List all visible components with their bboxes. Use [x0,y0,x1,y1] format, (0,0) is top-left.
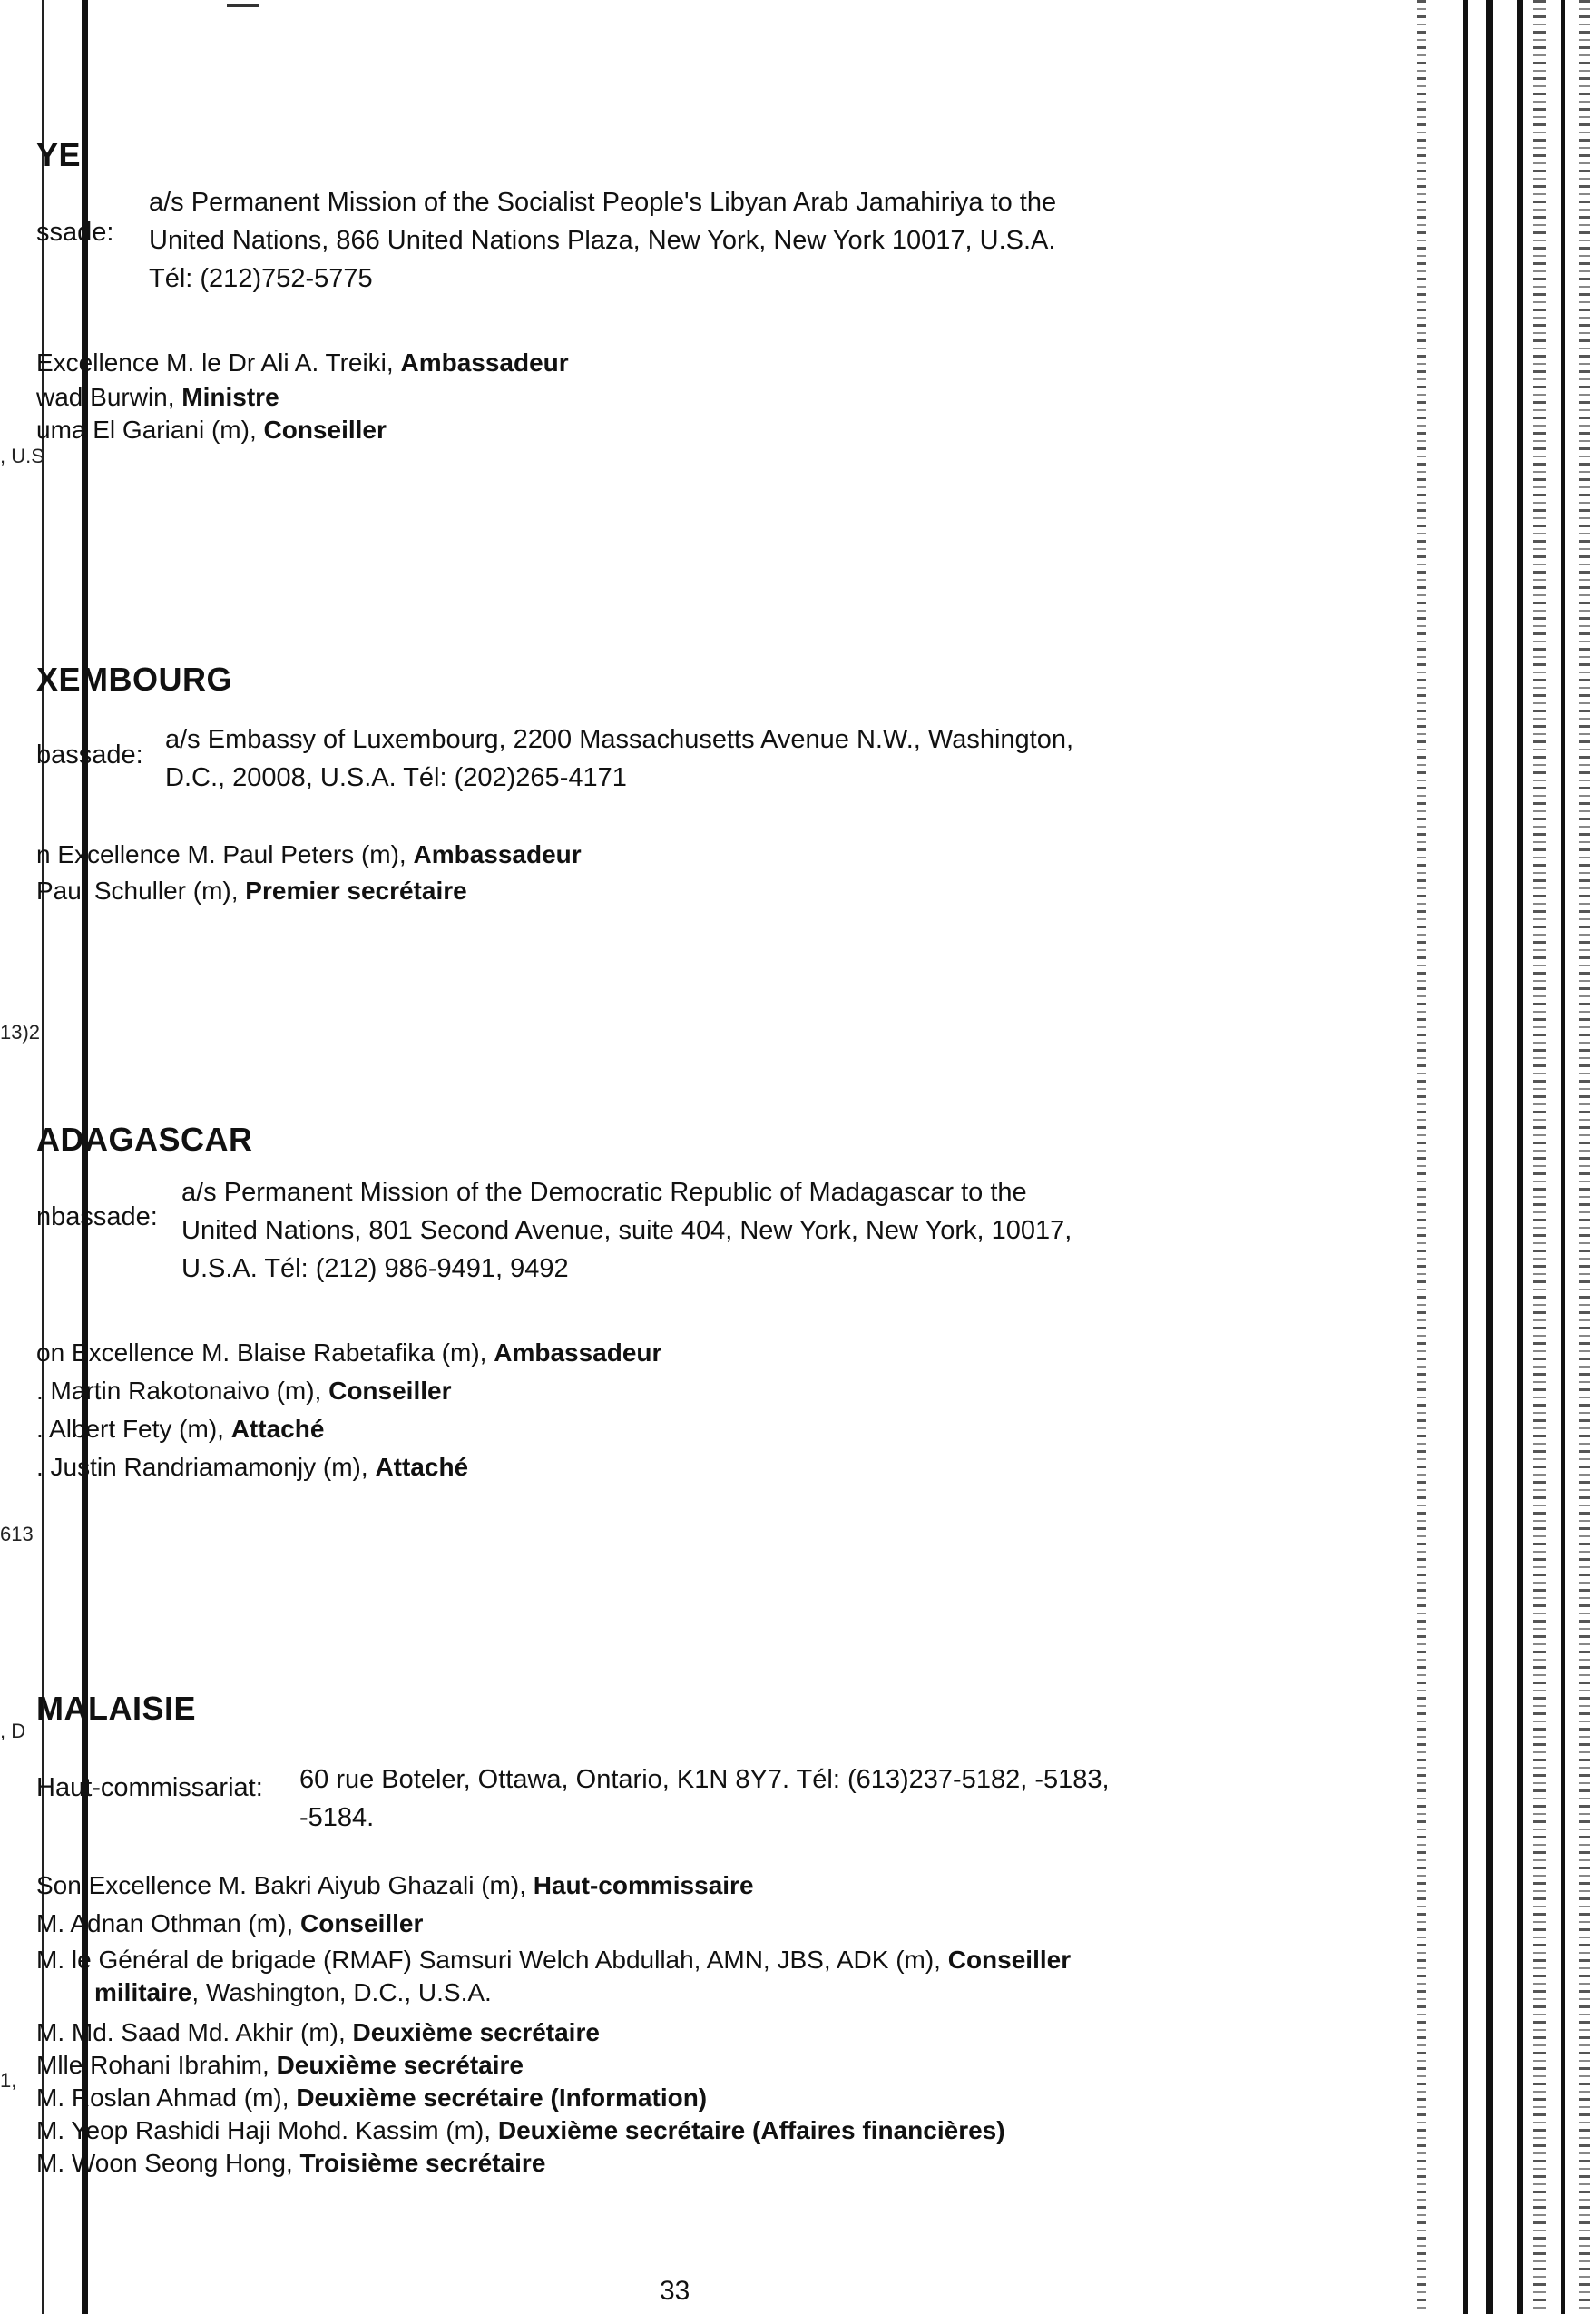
staff-title: Deuxième secrétaire [352,2018,600,2046]
margin-fragment: 613 [0,1523,34,1545]
staff-title: Troisième secrétaire [299,2149,546,2177]
staff-name: Excellence M. le Dr Ali A. Treiki, [36,348,401,377]
scan-mark [227,4,259,7]
country-heading: ADAGASCAR [36,1121,253,1158]
address-text: a/s Embassy of Luxembourg, 2200 Massachusetts Avenue N.W., Washington, D.C., 20008, U.S.A. Tél: (202)265-4171 [165,725,1074,792]
staff-name: M. Roslan Ahmad (m), [36,2084,297,2112]
staff-name: . Albert Fety (m), [36,1415,231,1443]
staff-title: Premier secrétaire [245,877,467,905]
staff-name: uma El Gariani (m), [36,416,264,444]
staff-title: Haut-commissaire [533,1871,754,1899]
staff-title: Conseiller [263,416,387,444]
page-edge-line [1463,0,1468,2314]
staff-entry [36,2016,600,2049]
staff-entry [36,2114,1005,2147]
staff-name: M. Md. Saad Md. Akhir (m), [36,2018,353,2046]
staff-entry [36,381,279,414]
staff-name: M. le Général de brigade (RMAF) Samsuri Welch Abdullah, AMN, JBS, ADK (m), [36,1946,948,1974]
staff-entry [36,1944,1071,1976]
staff-title: Deuxième secrétaire (Information) [296,2084,708,2112]
staff-name: . Justin Randriamamonjy (m), [36,1453,376,1481]
address-label: Haut-commissariat: [36,1773,263,1802]
country-heading: MALAISIE [36,1690,197,1727]
staff-title: Ambassadeur [400,348,569,377]
staff-entry [36,2082,707,2114]
staff-title: Conseiller [947,1946,1072,1974]
staff-title: Deuxième secrétaire [276,2051,524,2079]
page-edge-line [1486,0,1493,2314]
staff-entry [36,2147,545,2180]
staff-entry [36,875,467,907]
page-edge-texture [1417,0,1426,2314]
staff-entry [36,1869,754,1902]
staff-title: Ambassadeur [494,1338,662,1367]
address-text: 60 rue Boteler, Ottawa, Ontario, K1N 8Y7. Tél: (613)237-5182, -5183, -5184. [299,1765,1110,1832]
country-heading: XEMBOURG [36,661,233,698]
staff-name: M. Woon Seong Hong, [36,2149,300,2177]
staff-title: Deuxième secrétaire (Affaires financières) [497,2116,1005,2144]
staff-name: M. Adnan Othman (m), [36,1909,300,1937]
staff-name: on Excellence M. Blaise Rabetafika (m), [36,1338,494,1367]
staff-entry [36,1907,423,1940]
staff-entry [36,1375,452,1407]
address-label: ssade: [36,218,114,247]
page-number: 33 [660,2276,690,2306]
staff-location: , Washington, D.C., U.S.A. [191,1978,492,2006]
staff-entry [36,1337,661,1369]
address-text: a/s Permanent Mission of the Democratic Republic of Madagascar to the United Nations, 801 Second Avenue, suite 404, New York, New York, 10017, U.S.A. Tél: (212) 986-9491, 9492 [181,1178,1072,1283]
staff-title: Conseiller [328,1377,452,1405]
margin-fragment: 1, [0,2069,17,2092]
margin-fragment: 13)2 [0,1021,41,1044]
address-label: nbassade: [36,1202,158,1231]
page-edge-texture [1533,0,1546,2314]
staff-name: M. Yeop Rashidi Haji Mohd. Kassim (m), [36,2116,498,2144]
margin-fragment: , U.S [0,445,44,467]
staff-entry [36,1413,324,1446]
staff-entry [36,347,569,379]
staff-name: . Martin Rakotonaivo (m), [36,1377,329,1405]
staff-entry [36,838,582,871]
address-text: a/s Permanent Mission of the Socialist People's Libyan Arab Jamahiriya to the United Nations, 866 United Nations Plaza, New York, New York 10017, U.S.A. Tél: (212)752-5775 [149,188,1057,293]
staff-entry [36,1451,468,1484]
staff-entry [36,414,387,446]
staff-title: militaire [94,1978,192,2006]
country-heading: YE [36,136,82,173]
staff-name: Son Excellence M. Bakri Aiyub Ghazali (m), [36,1871,534,1899]
page-edge-line [1517,0,1523,2314]
page-edge-line [1561,0,1565,2314]
staff-title: Ministre [181,383,279,411]
staff-title: Attaché [375,1453,469,1481]
margin-fragment: , D [0,1720,26,1742]
staff-title: Attaché [230,1415,325,1443]
staff-name: wad Burwin, [36,383,182,411]
page-edge-texture [1579,0,1590,2314]
staff-name: Paul Schuller (m), [36,877,246,905]
staff-entry-continuation [36,1976,492,2009]
address-label: bassade: [36,740,143,770]
staff-name: Mlle Rohani Ibrahim, [36,2051,277,2079]
staff-entry [36,2049,524,2082]
staff-title: Conseiller [300,1909,424,1937]
staff-name: n Excellence M. Paul Peters (m), [36,840,414,868]
staff-title: Ambassadeur [413,840,582,868]
